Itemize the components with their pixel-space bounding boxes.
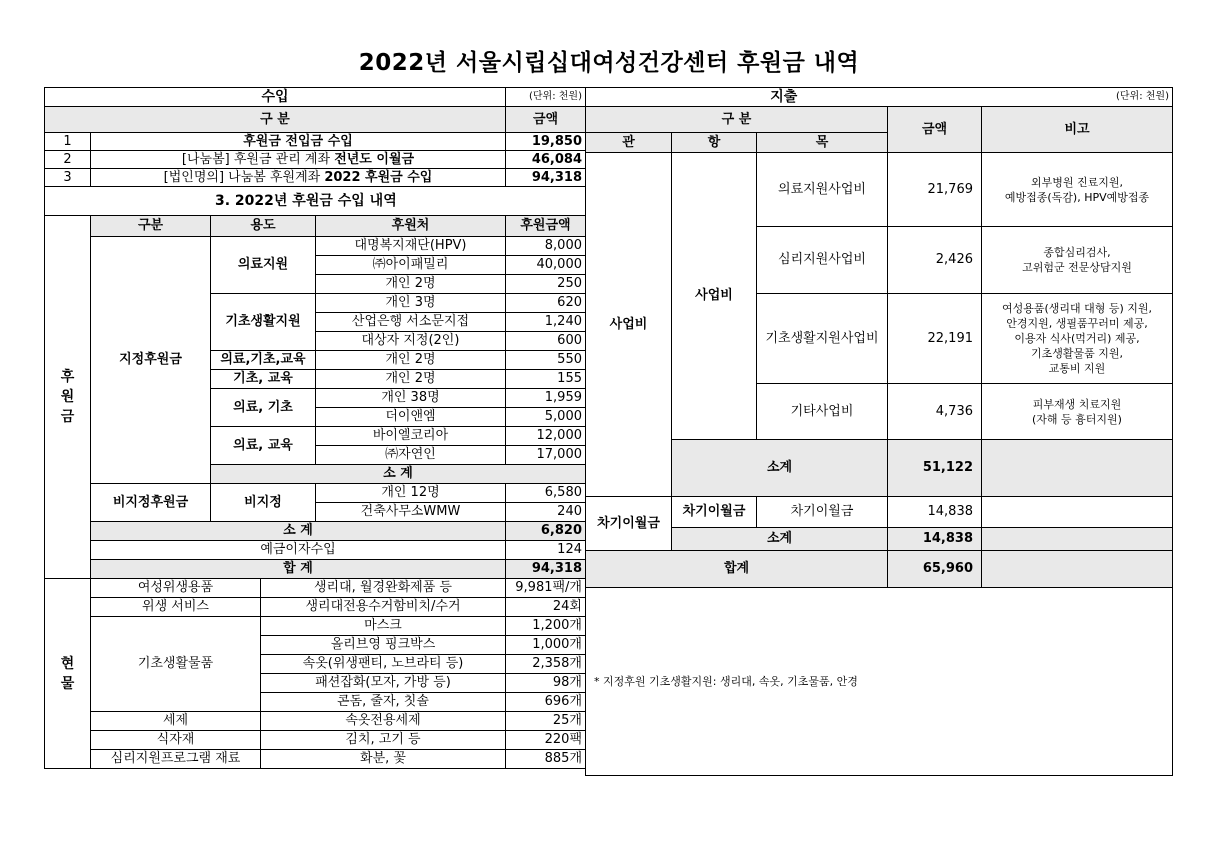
inkind-category: 심리지원프로그램 재료 bbox=[91, 750, 261, 769]
expense-remark bbox=[982, 384, 1173, 440]
interest-amount: 124 bbox=[506, 541, 586, 560]
amount-cell: 17,000 bbox=[506, 446, 586, 465]
subtotal-amount: 14,838 bbox=[888, 528, 982, 551]
subtotal-label: 소계 bbox=[672, 440, 888, 497]
inkind-row bbox=[45, 617, 586, 636]
inkind-item: 화분, 꽃 bbox=[261, 750, 506, 769]
total-remark bbox=[982, 551, 1173, 588]
side-char: 금 bbox=[60, 409, 75, 425]
income-table bbox=[44, 87, 586, 769]
side-char: 현 bbox=[60, 655, 75, 672]
subtotal-remark bbox=[982, 528, 1173, 551]
carryover-amount: 14,838 bbox=[888, 497, 982, 528]
inkind-qty: 696개 bbox=[506, 693, 586, 712]
amount-cell: 620 bbox=[506, 294, 586, 313]
inkind-row bbox=[45, 750, 586, 769]
income-summary-row bbox=[45, 169, 586, 187]
nondesignated-subtotal-row bbox=[45, 522, 586, 541]
expense-table bbox=[585, 87, 1173, 776]
purpose-cell: 의료, 교육 bbox=[211, 427, 316, 465]
expense-col-hang: 항 bbox=[672, 133, 757, 153]
side-char: 물 bbox=[60, 675, 75, 692]
detail-header-row bbox=[45, 216, 586, 237]
subtotal-remark bbox=[982, 440, 1173, 497]
gwan-carryover: 차기이월금 bbox=[586, 497, 672, 551]
expense-total-label: 합계 bbox=[586, 551, 888, 588]
expense-remark bbox=[982, 153, 1173, 227]
expense-header-row bbox=[586, 88, 1173, 107]
expense-col-amount: 금액 bbox=[888, 107, 982, 153]
expense-col-category: 구 분 bbox=[586, 107, 888, 133]
summary-no: 2 bbox=[45, 151, 91, 169]
amount-cell: 550 bbox=[506, 351, 586, 370]
donor-cell: 대명복지재단(HPV) bbox=[316, 237, 506, 256]
inkind-row bbox=[45, 598, 586, 617]
inkind-row bbox=[45, 731, 586, 750]
expense-amount: 4,736 bbox=[888, 384, 982, 440]
inkind-category: 여성위생용품 bbox=[91, 579, 261, 598]
remark-line: 기초생활물품 지원, bbox=[1030, 347, 1123, 360]
donation-row bbox=[45, 237, 586, 256]
expense-header: 지출 bbox=[586, 88, 982, 107]
mok-carryover: 차기이월금 bbox=[757, 497, 888, 528]
amount-cell: 240 bbox=[506, 503, 586, 522]
inkind-category: 기초생활물품 bbox=[91, 617, 261, 712]
gwan-business: 사업비 bbox=[586, 153, 672, 497]
amount-cell: 250 bbox=[506, 275, 586, 294]
inkind-qty: 1,200개 bbox=[506, 617, 586, 636]
summary-amount: 94,318 bbox=[506, 169, 586, 187]
income-summary-row bbox=[45, 133, 586, 151]
hang-carryover: 차기이월금 bbox=[672, 497, 757, 528]
inkind-category: 세제 bbox=[91, 712, 261, 731]
inkind-item: 콘돔, 줄자, 칫솔 bbox=[261, 693, 506, 712]
section-title-row bbox=[45, 187, 586, 216]
remark-line: 예방접종(독감), HPV예방접종 bbox=[1004, 190, 1150, 204]
donor-cell: 산업은행 서소문지접 bbox=[316, 313, 506, 332]
inkind-qty: 25개 bbox=[506, 712, 586, 731]
donor-cell: 개인 12명 bbox=[316, 484, 506, 503]
amount-cell: 12,000 bbox=[506, 427, 586, 446]
mok-cell: 기초생활지원사업비 bbox=[757, 294, 888, 384]
remark-line: 종합심리검사, bbox=[1043, 246, 1111, 259]
inkind-item: 생리대, 월경완화제품 등 bbox=[261, 579, 506, 598]
carryover-row bbox=[586, 497, 1173, 528]
side-char: 후 bbox=[60, 369, 75, 385]
expense-item-row bbox=[586, 153, 1173, 227]
detail-col-purpose: 용도 bbox=[211, 216, 316, 237]
amount-cell: 6,580 bbox=[506, 484, 586, 503]
amount-cell: 1,959 bbox=[506, 389, 586, 408]
remark-line: 안경지원, 생필품꾸러미 제공, bbox=[1006, 317, 1148, 330]
designated-label: 지정후원금 bbox=[91, 237, 211, 484]
summary-label-bold: 전년도 이월금 bbox=[334, 151, 415, 167]
carryover-subtotal-row bbox=[586, 528, 1173, 551]
purpose-cell: 의료지원 bbox=[211, 237, 316, 294]
summary-label bbox=[91, 169, 506, 187]
inkind-item: 속옷(위생팬티, 노브라티 등) bbox=[261, 655, 506, 674]
inkind-qty: 2,358개 bbox=[506, 655, 586, 674]
expense-col-mok: 목 bbox=[757, 133, 888, 153]
donor-cell: 더이앤엠 bbox=[316, 408, 506, 427]
expense-col-header-row bbox=[586, 107, 1173, 133]
amount-cell: 1,240 bbox=[506, 313, 586, 332]
purpose-cell: 의료, 기초 bbox=[211, 389, 316, 427]
inkind-qty: 98개 bbox=[506, 674, 586, 693]
carryover-remark bbox=[982, 497, 1173, 528]
remark-line: 교통비 지원 bbox=[1048, 362, 1106, 375]
income-col-amount: 금액 bbox=[506, 107, 586, 133]
donor-cell: 개인 3명 bbox=[316, 294, 506, 313]
donor-cell: 개인 2명 bbox=[316, 351, 506, 370]
inkind-qty: 1,000개 bbox=[506, 636, 586, 655]
summary-label-pre: [법인명의] 나눔봄 후원계좌 bbox=[163, 169, 325, 185]
subtotal-amount: 6,820 bbox=[506, 522, 586, 541]
remark-line: 외부병원 진료지원, bbox=[1030, 175, 1123, 189]
expense-unit: (단위: 천원) bbox=[982, 88, 1173, 107]
summary-no: 3 bbox=[45, 169, 91, 187]
note-row bbox=[586, 588, 1173, 776]
expense-remark bbox=[982, 294, 1173, 384]
interest-row bbox=[45, 541, 586, 560]
mok-cell: 의료지원사업비 bbox=[757, 153, 888, 227]
expense-amount: 21,769 bbox=[888, 153, 982, 227]
income-header-row bbox=[45, 88, 586, 107]
inkind-item: 마스크 bbox=[261, 617, 506, 636]
amount-cell: 8,000 bbox=[506, 237, 586, 256]
donor-cell: ㈜자연인 bbox=[316, 446, 506, 465]
inkind-item: 김치, 고기 등 bbox=[261, 731, 506, 750]
expense-col-remark: 비고 bbox=[982, 107, 1173, 153]
summary-label-pre: [나눔봄] 후원금 관리 계좌 bbox=[181, 151, 335, 167]
purpose-cell: 기초생활지원 bbox=[211, 294, 316, 351]
interest-label: 예금이자수입 bbox=[91, 541, 506, 560]
amount-cell: 40,000 bbox=[506, 256, 586, 275]
amount-cell: 600 bbox=[506, 332, 586, 351]
inkind-item: 올리브영 핑크박스 bbox=[261, 636, 506, 655]
summary-label bbox=[91, 151, 506, 169]
donation-report bbox=[44, 87, 1172, 780]
amount-cell: 155 bbox=[506, 370, 586, 389]
detail-col-category: 구분 bbox=[91, 216, 211, 237]
purpose-cell: 의료,기초,교육 bbox=[211, 351, 316, 370]
remark-line: (자해 등 흉터지원) bbox=[1032, 412, 1122, 426]
side-label-inkind bbox=[45, 579, 91, 769]
inkind-qty: 9,981팩/개 bbox=[506, 579, 586, 598]
expense-amount: 2,426 bbox=[888, 227, 982, 294]
nondesignated-label: 비지정후원금 bbox=[91, 484, 211, 522]
mok-cell: 심리지원사업비 bbox=[757, 227, 888, 294]
inkind-qty: 24회 bbox=[506, 598, 586, 617]
donation-row bbox=[45, 484, 586, 503]
summary-amount: 46,084 bbox=[506, 151, 586, 169]
expense-total-amount: 65,960 bbox=[888, 551, 982, 588]
income-summary-row bbox=[45, 151, 586, 169]
expense-col-gwan: 관 bbox=[586, 133, 672, 153]
section-title: 3. 2022년 후원금 수입 내역 bbox=[45, 187, 586, 216]
subtotal-label: 소 계 bbox=[211, 465, 586, 484]
remark-line: 피부재생 치료지원 bbox=[1032, 397, 1122, 411]
income-col-category: 구 분 bbox=[45, 107, 506, 133]
inkind-category: 위생 서비스 bbox=[91, 598, 261, 617]
remark-line: 고위험군 전문상담지원 bbox=[1022, 261, 1132, 274]
hang-business: 사업비 bbox=[672, 153, 757, 440]
subtotal-label: 소 계 bbox=[91, 522, 506, 541]
donor-cell: 대상자 지정(2인) bbox=[316, 332, 506, 351]
income-total-amount: 94,318 bbox=[506, 560, 586, 579]
inkind-row bbox=[45, 579, 586, 598]
inkind-item: 패션잡화(모자, 가방 등) bbox=[261, 674, 506, 693]
page-title: 2022년 서울시립십대여성건강센터 후원금 내역 bbox=[358, 50, 860, 76]
summary-label bbox=[91, 133, 506, 151]
income-col-header-row bbox=[45, 107, 586, 133]
inkind-category: 식자재 bbox=[91, 731, 261, 750]
detail-col-amount: 후원금액 bbox=[506, 216, 586, 237]
inkind-qty: 220팩 bbox=[506, 731, 586, 750]
subtotal-amount: 51,122 bbox=[888, 440, 982, 497]
side-label-donation bbox=[45, 216, 91, 579]
donor-cell: 바이엘코리아 bbox=[316, 427, 506, 446]
mok-cell: 기타사업비 bbox=[757, 384, 888, 440]
donor-cell: 건축사무소WMW bbox=[316, 503, 506, 522]
expense-amount: 22,191 bbox=[888, 294, 982, 384]
income-header: 수입 bbox=[45, 88, 506, 107]
donor-cell: 개인 38명 bbox=[316, 389, 506, 408]
summary-label-bold: 후원금 전입금 수입 bbox=[243, 133, 353, 149]
income-total-label: 합 계 bbox=[91, 560, 506, 579]
detail-col-donor: 후원처 bbox=[316, 216, 506, 237]
remark-line: 이용자 식사(먹거리) 제공, bbox=[1014, 332, 1140, 345]
purpose-cell: 기초, 교육 bbox=[211, 370, 316, 389]
inkind-note: * 지정후원 기초생활지원: 생리대, 속옷, 기초물품, 안경 bbox=[586, 588, 1173, 776]
subtotal-label: 소계 bbox=[672, 528, 888, 551]
inkind-item: 속옷전용세제 bbox=[261, 712, 506, 731]
donor-cell: ㈜아이패밀리 bbox=[316, 256, 506, 275]
inkind-row bbox=[45, 712, 586, 731]
donor-cell: 개인 2명 bbox=[316, 275, 506, 294]
summary-no: 1 bbox=[45, 133, 91, 151]
summary-label-bold: 2022 후원금 수입 bbox=[324, 169, 433, 185]
expense-subtotal-row bbox=[586, 440, 1173, 497]
inkind-item: 생리대전용수거함비치/수거 bbox=[261, 598, 506, 617]
summary-amount: 19,850 bbox=[506, 133, 586, 151]
expense-remark bbox=[982, 227, 1173, 294]
amount-cell: 5,000 bbox=[506, 408, 586, 427]
side-char: 원 bbox=[60, 389, 75, 405]
income-unit: (단위: 천원) bbox=[506, 88, 586, 107]
inkind-qty: 885개 bbox=[506, 750, 586, 769]
purpose-cell: 비지정 bbox=[211, 484, 316, 522]
donor-cell: 개인 2명 bbox=[316, 370, 506, 389]
income-total-row bbox=[45, 560, 586, 579]
expense-total-row bbox=[586, 551, 1173, 588]
remark-line: 여성용품(생리대 대형 등) 지원, bbox=[1001, 302, 1153, 315]
